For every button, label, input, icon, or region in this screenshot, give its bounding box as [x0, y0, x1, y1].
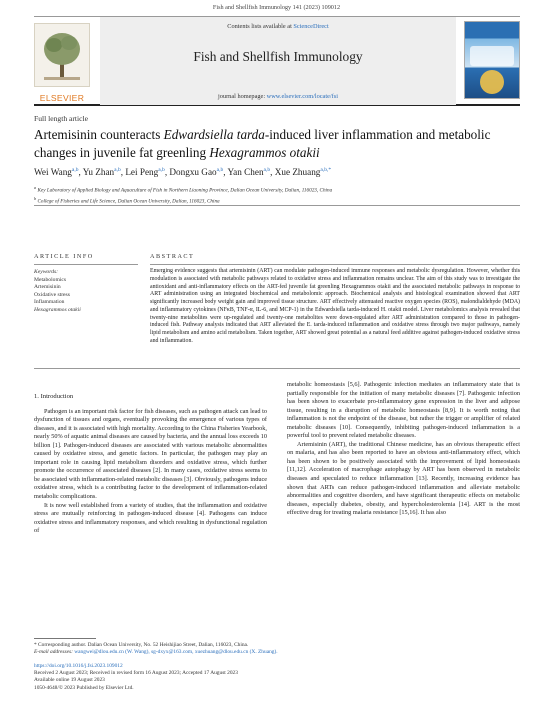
journal-cover-image — [464, 21, 520, 99]
contents-prefix: Contents lists available at — [227, 23, 294, 30]
doi-link[interactable]: https://doi.org/10.1016/j.fsi.2023.109012 — [34, 663, 123, 669]
keywords-block — [34, 269, 138, 315]
top-divider — [34, 205, 520, 206]
body-column-left — [34, 393, 267, 536]
elsevier-tree-icon — [34, 23, 90, 87]
affiliation-a-mark: a — [34, 185, 37, 190]
title-italic-1: Edwardsiella tarda — [163, 127, 265, 142]
history-line: 1050-4648/© 2023 Published by Elsevier Ltd. — [34, 684, 134, 691]
history-line: Available online 19 August 2023 — [34, 677, 105, 684]
abstract-text: Emerging evidence suggests that artemisinin (ART) can modulate pathogen-induced immune responses and metabolic dysregulation. However, whether this modulation is associated with metabolic pathways related to oxidative stress and inflammation remains unclear. The aim of this study was to investigate the antioxidant and anti-inflammatory effects on the ART-fed juvenile fat greenling Hexagrammos otakii and the associated metabolic pathways in response to ART administration using an integrated biochemical and metabolomic approach. Biochemical analysis and histological examination showed that ART significantly increased body weight gain and improved tissue structure. ART effectively attenuated reactive oxygen species (ROS), malondialdehyde (MDA) and inflammatory cytokines (NFκB, TNF-α, IL-6, and MCP-1) in the Edwardsiella tarda-induced H. otakii model. Liver metabolomics analysis revealed that twenty-nine metabolites were up-regulated and twenty-one metabolites were down-regulated after ART administration compared to those in pathogen-induced fish. Pathway analysis indicated that ART alleviated the E. tarda-induced inflammation and oxidative stress through two major pathways, namely lipid metabolism and amino acid metabolism. Taken together, ART showed great potential as a natural feed additive against pathogen-induced oxidative stress and inflammation. — [150, 268, 520, 344]
author-affiliation-mark: a,b — [216, 167, 224, 173]
masthead-center — [100, 17, 456, 105]
affiliation-a — [34, 184, 520, 195]
cover-circle — [480, 70, 504, 94]
footnote-block — [34, 642, 520, 656]
abstract-heading: ABSTRACT — [150, 253, 195, 260]
paragraph: Pathogen is an important risk factor for fish diseases, such as pathogen attack can lead to dysfunction of tissues and organs, eventually provoking the emergence of various types of diseases, and it is associated with high mortality. According to the China Fisheries Yearbook, nearly 50% of aquatic animal diseases are caused by bacteria, and the annual loss exceeds 10 billion [1]. Pathogen-induced diseases are associated with various metabolic abnormalities caused by oxidative stress, and genetic factors. In particular, the pathogen may play an important role in causing lipid metabolism disorders and oxidative stress, which further promote the occurrence of associated diseases [2]. In many cases, oxidative stress seems to be associated with inflammation-related metabolic diseases [3]. Obviously, pathogens induce oxidative stress, which is a contributing factor to the development of inflammation-related metabolic complications. — [34, 407, 267, 501]
contents-line — [100, 23, 456, 30]
cover-band — [470, 46, 514, 66]
abstract-bottom-divider — [34, 368, 520, 369]
author-name: Lei Peng$^{a,b}$ — [125, 167, 165, 178]
article-info-heading: ARTICLE INFO — [34, 253, 94, 260]
author-affiliation-mark: a,b,* — [320, 167, 332, 173]
footnote-divider — [34, 638, 96, 639]
doi-block — [34, 663, 520, 692]
author-affiliation-mark: a,b — [71, 167, 79, 173]
email-label: E-mail addresses: — [34, 649, 75, 656]
article-type: Full length article — [34, 114, 88, 123]
homepage-link[interactable]: www.elsevier.com/locate/fsi — [266, 93, 338, 100]
author-name: Yan Chen$^{a,b}$ — [227, 167, 271, 178]
paragraph: It is now well established from a variety of studies, that the inflammation and oxidative stress are mutually reinforcing in pathogen-induced disease [4]. Pathogens can induce oxidative stress and inflammatory responses, and which resulting in dysfunctional regulation of — [34, 501, 267, 535]
affiliation-b-text: College of Fisheries and Life Science, Dalian Ocean University, Dalian, 116023, China — [37, 198, 220, 205]
title-part-2: -induced liver inflammation and metabolic changes in juvenile fat greenling — [34, 127, 491, 160]
body-column-right — [287, 381, 520, 518]
section-heading-introduction: 1. Introduction — [34, 393, 74, 400]
paragraph: metabolic homeostasis [5,6]. Pathogenic infection mediates an inflammatory state that is partially responsible for the initiation of many metabolic diseases [7]. Pathogenic infection has been shown to exacerbate pro-inflammatory gene expression in the liver and adipose tissue, resulting in a disruption of metabolic homeostasis [8,9]. It is worth noting that inflammation is not the endpoint of the disease, but rather the trigger or amplifier of related metabolic diseases [10]. Consequently, inhibiting pathogen-induced inflammation is a powerful tool to prevent related metabolic diseases. — [287, 381, 520, 440]
author-name: Dongxu Gao$^{a,b}$ — [169, 167, 224, 178]
keyword-item: Inflammation — [34, 299, 65, 306]
footnote-mark: * — [34, 642, 37, 648]
author-affiliation-mark: a,b — [114, 167, 121, 173]
author-name: Xue Zhuang$^{a,b,*}$ — [274, 167, 332, 178]
homepage-prefix: journal homepage: — [218, 93, 267, 100]
paragraph: Artemisinin (ART), the traditional Chinese medicine, has an obvious therapeutic effect on malaria, and has also been reported to have an obvious anti-inflammatory effect, which has been shown to be positively associated with the improvement of lipid homeostasis [11,12]. Acceleration of macrophage autophagy by ART has been observed in metabolic diseases and speculated to reduce inflammation [13]. Recently, increasing evidence has shown that ARTs can reduce pathogen-induced inflammation and alleviate metabolic abnormalities and cognitive disorders, and have significant therapeutic effects on metabolic diseases, especially diabetes, obesity, and hypercholesterolemia [14]. ART is the most effective drug for treating malaria resistance [15,16]. It has also — [287, 440, 520, 517]
keyword-item: Hexagrammos otakii — [34, 306, 81, 313]
title-part-1: Artemisinin counteracts — [34, 127, 164, 142]
author-name: Wei Wang$^{a,b}$ — [34, 167, 79, 178]
abstract-divider — [150, 264, 520, 265]
keywords-label: Keywords: — [34, 269, 59, 275]
history-line: Received 2 August 2023; Received in revised form 16 August 2023; Accepted 17 August 2023 — [34, 670, 238, 677]
homepage-line — [100, 93, 456, 100]
running-head: Fish and Shellfish Immunology 141 (2023) 109012 — [212, 4, 341, 11]
publisher-logo-text: ELSEVIER — [39, 93, 85, 103]
email-line — [34, 649, 520, 656]
article-title — [34, 126, 520, 161]
author-affiliation-mark: a,b — [263, 167, 271, 173]
keyword-item: Artemisinin — [34, 284, 61, 291]
affiliation-b-mark: b — [34, 195, 37, 201]
elsevier-logo — [34, 23, 90, 101]
journal-masthead — [34, 16, 520, 106]
author-list: Wei Wang$^{a,b}$, Yu Zhan$^{a,b}$, Lei Peng$^{a,b}$, Dongxu Gao$^{a,b}$, Yan Chen$^{a,b}$, Xue Zhuang$^{a,b,*}$ — [34, 167, 332, 178]
affiliation-a-text: Key Laboratory of Applied Biology and Aquaculture of Fish in Northern Liaoning Province, Dalian Ocean University, Dalian, 116023, China — [37, 187, 333, 194]
keyword-item: Metabolomics — [34, 276, 67, 283]
sciencedirect-link[interactable]: ScienceDirect — [293, 23, 329, 30]
keywords-divider — [34, 264, 138, 265]
footnote-text: Corresponding author. Dalian Ocean University, No. 52 Heishijiao Street, Dalian, 116023, China. — [36, 642, 249, 648]
keyword-item: Oxidative stress — [34, 291, 70, 298]
journal-title: Fish and Shellfish Immunology — [193, 49, 363, 64]
email-addresses[interactable]: wangwei@dlou.edu.cn (W. Wang), sg-dxyx@163.com, xuezhuang@dlou.edu.cn (X. Zhuang). — [74, 649, 278, 656]
author-name: Yu Zhan$^{a,b}$ — [82, 167, 121, 178]
affiliation-b — [34, 195, 520, 206]
title-italic-2: Hexagrammos otakii — [209, 144, 320, 160]
author-affiliation-mark: a,b — [158, 167, 165, 173]
affiliations — [34, 184, 520, 205]
